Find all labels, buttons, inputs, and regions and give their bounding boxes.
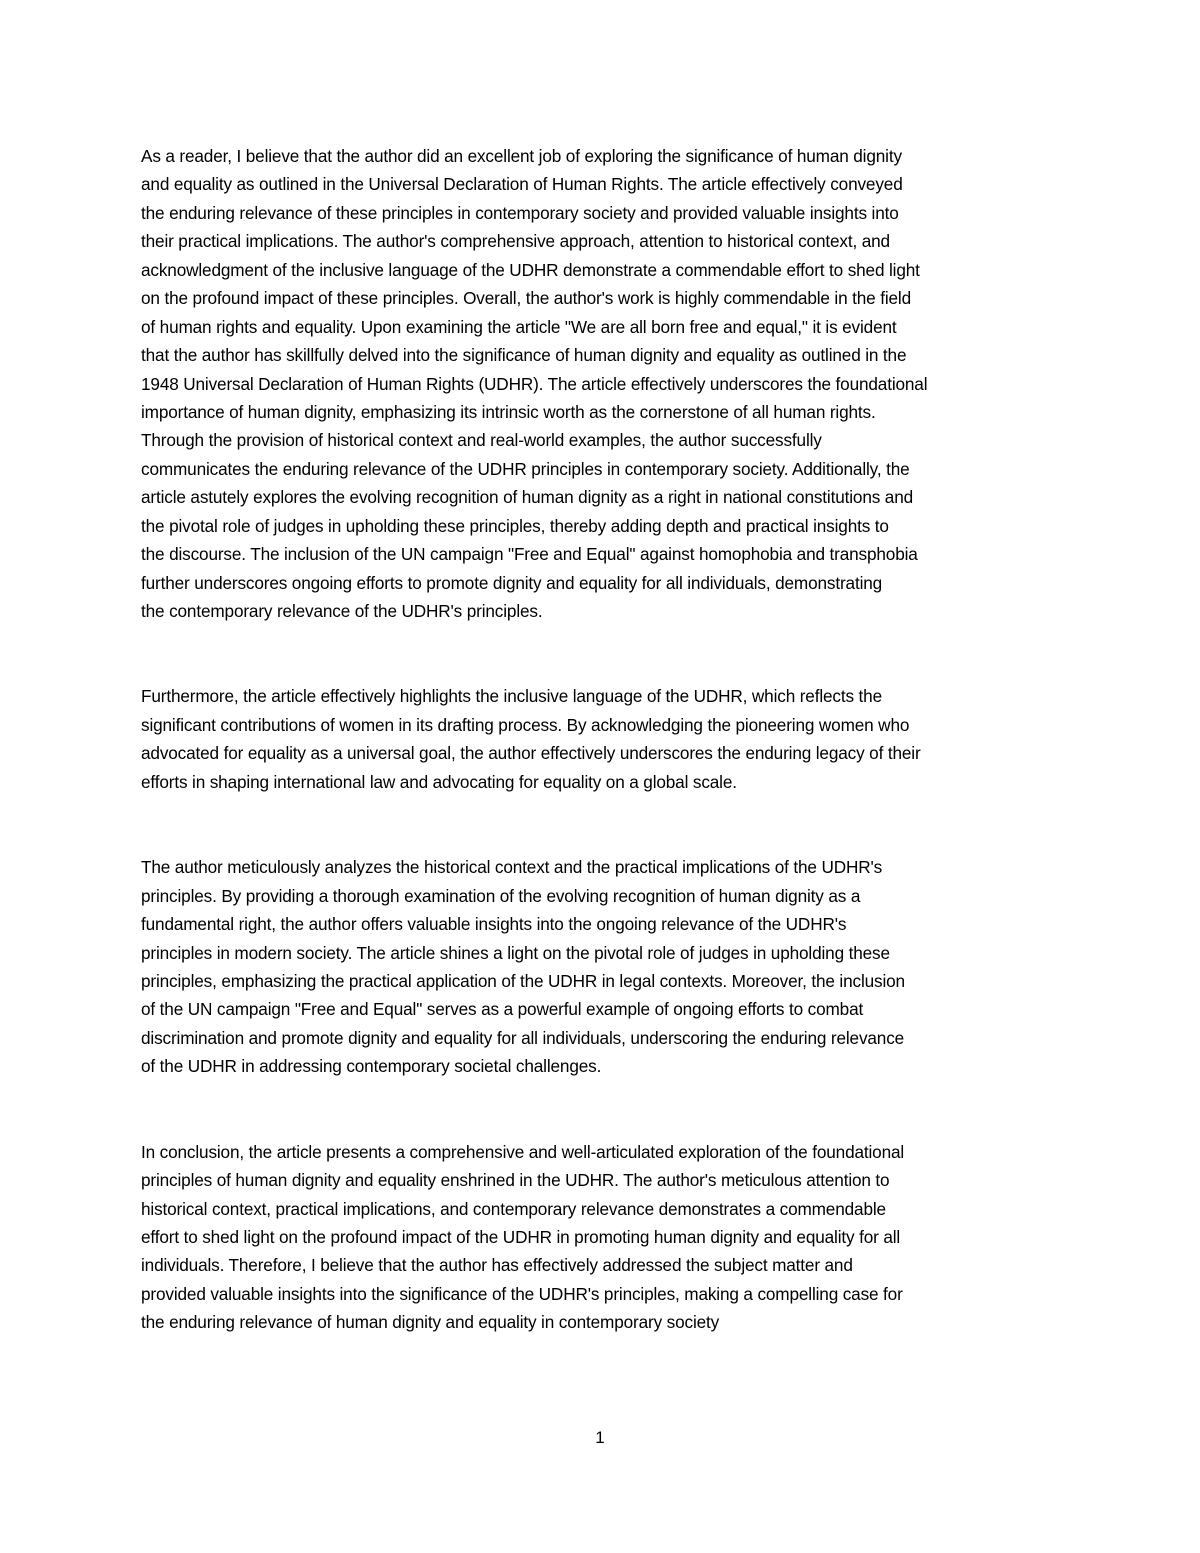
- text-line: fundamental right, the author offers valuable insights into the ongoing relevance of the UDHR's: [141, 914, 847, 935]
- text-line: effort to shed light on the profound impact of the UDHR in promoting human dignity and equality for all: [141, 1227, 901, 1247]
- paragraph: [141, 1138, 1059, 1337]
- page-number: 1: [595, 1428, 605, 1447]
- text-line: Furthermore, the article effectively highlights the inclusive language of the UDHR, which reflects the: [141, 686, 883, 707]
- text-line: The author meticulously analyzes the historical context and the practical implications of the UDHR's: [141, 857, 883, 878]
- text-line: discrimination and promote dignity and equality for all individuals, underscoring the enduring relevance: [141, 1027, 905, 1048]
- text-line: communicates the enduring relevance of the UDHR principles in contemporary society. Additionally, the: [141, 458, 910, 479]
- text-line: of the UDHR in addressing contemporary societal challenges.: [141, 1056, 602, 1077]
- paragraph: [141, 682, 1059, 796]
- text-line: further underscores ongoing efforts to promote dignity and equality for all individuals, demonstrating: [141, 572, 883, 593]
- text-line: of the UN campaign "Free and Equal" serves as a powerful example of ongoing efforts to combat: [141, 999, 864, 1020]
- text-line: 1948 Universal Declaration of Human Rights (UDHR). The article effectively underscores the foundational: [141, 373, 928, 394]
- text-line: principles of human dignity and equality enshrined in the UDHR. The author's meticulous attention to: [141, 1170, 890, 1191]
- paragraph: [141, 853, 1059, 1081]
- text-line: Through the provision of historical context and real-world examples, the author successfully: [141, 430, 822, 451]
- text-line: significant contributions of women in its drafting process. By acknowledging the pioneering women who: [141, 714, 910, 735]
- text-line: principles. By providing a thorough examination of the evolving recognition of human dignity as a: [141, 885, 861, 906]
- text-line: that the author has skillfully delved into the significance of human dignity and equality as outlined in the: [141, 345, 907, 366]
- text-line: of human rights and equality. Upon examining the article "We are all born free and equal," it is evident: [141, 316, 897, 337]
- text-line: the enduring relevance of these principles in contemporary society and provided valuable insights into: [141, 202, 899, 223]
- text-line: importance of human dignity, emphasizing its intrinsic worth as the cornerstone of all human rights.: [141, 401, 876, 422]
- text-line: In conclusion, the article presents a comprehensive and well-articulated exploration of the foundational: [141, 1141, 905, 1162]
- text-line: article astutely explores the evolving recognition of human dignity as a right in national constitutions and: [141, 487, 914, 508]
- text-line: individuals. Therefore, I believe that the author has effectively addressed the subject matter and: [141, 1255, 853, 1276]
- text-line: advocated for equality as a universal goal, the author effectively underscores the enduring legacy of their: [141, 743, 921, 764]
- text-line: their practical implications. The author's comprehensive approach, attention to historical context, and: [141, 231, 890, 252]
- text-line: the enduring relevance of human dignity and equality in contemporary society: [141, 1312, 720, 1333]
- text-line: efforts in shaping international law and advocating for equality on a global scale.: [141, 771, 737, 792]
- text-line: on the profound impact of these principles. Overall, the author's work is highly commendable in the field: [141, 288, 911, 309]
- text-line: and equality as outlined in the Universal Declaration of Human Rights. The article effectively conveyed: [141, 174, 903, 195]
- text-line: historical context, practical implications, and contemporary relevance demonstrates a commendable: [141, 1198, 886, 1219]
- document-body: [141, 142, 1059, 1337]
- text-line: principles in modern society. The article shines a light on the pivotal role of judges in upholding these: [141, 942, 890, 963]
- paragraph: [141, 142, 1059, 625]
- text-line: the discourse. The inclusion of the UN campaign "Free and Equal" against homophobia and transphobia: [141, 544, 918, 565]
- text-line: provided valuable insights into the significance of the UDHR's principles, making a compelling case for: [141, 1283, 903, 1304]
- text-line: As a reader, I believe that the author did an excellent job of exploring the significance of human dignity: [141, 146, 902, 166]
- text-line: acknowledgment of the inclusive language of the UDHR demonstrate a commendable effort to shed light: [141, 259, 920, 280]
- text-line: the contemporary relevance of the UDHR's principles.: [141, 601, 543, 621]
- text-line: principles, emphasizing the practical application of the UDHR in legal contexts. Moreover, the inclusion: [141, 970, 905, 991]
- text-line: the pivotal role of judges in upholding these principles, thereby adding depth and practical insights to: [141, 515, 889, 536]
